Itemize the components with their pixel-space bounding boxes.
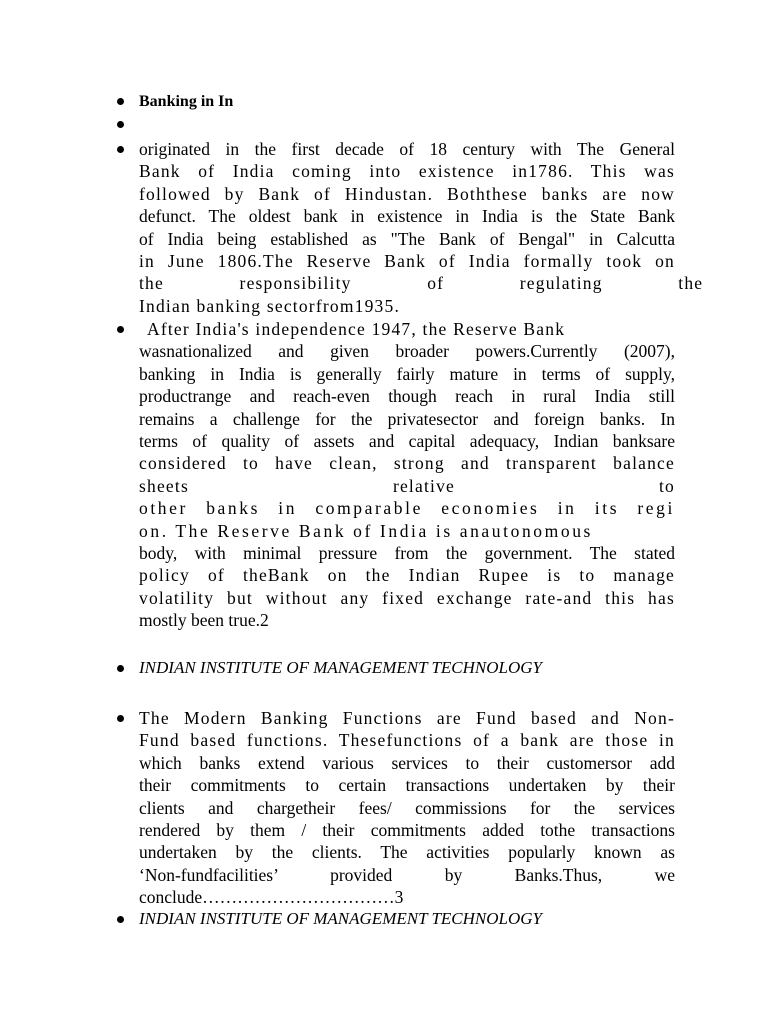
text-line: considered to have clean, strong and transparent balance (139, 453, 675, 474)
text-line: originated in the first decade of 18 century with The General (139, 139, 675, 159)
text-line: in June 1806.The Reserve Bank of India formally took on (139, 250, 675, 271)
bullet-dot-icon (117, 715, 124, 722)
text-line: mostly been true.2 (139, 610, 269, 631)
text-line: After India's independence 1947, the Reserve Bank (147, 319, 566, 339)
bullet-dot-icon (117, 98, 124, 105)
text-line: conclude……………………………3 (139, 887, 404, 908)
text-line: on. The Reserve Bank of India is anautonomous (139, 520, 593, 541)
bullet-dot-icon (117, 916, 124, 923)
bullet-dot-icon (117, 121, 124, 128)
text-line: Indian banking sectorfrom1935. (139, 295, 401, 316)
institute-name: INDIAN INSTITUTE OF MANAGEMENT TECHNOLOGY (139, 658, 543, 677)
text-line: volatility but without any fixed exchange rate-and this has (139, 587, 675, 608)
bullet-dot-icon (117, 326, 124, 333)
text-line: of India being established as "The Bank of Bengal" in Calcutta (139, 228, 675, 249)
text-line: remains a challenge for the privatesector and foreign banks. In (139, 408, 675, 429)
text-line: wasnationalized and given broader powers.Currently (2007), (139, 341, 675, 362)
text-line: Bank of India coming into existence in1786. This was (139, 161, 675, 182)
bullet-dot-icon (117, 146, 124, 153)
text-line: The Modern Banking Functions are Fund based and Non- (139, 708, 675, 728)
text-line: followed by Bank of Hindustan. Boththese banks are now (139, 183, 675, 204)
paragraph-independence (139, 318, 675, 631)
text-line: which banks extend various services to their customersor add (139, 752, 675, 773)
text-line: ‘Non-fundfacilities’ provided by Banks.Thus, we (139, 864, 675, 885)
paragraph-history (139, 138, 704, 317)
heading-text: Banking in In (139, 93, 234, 110)
text-line: banking in India is generally fairly mature in terms of supply, (139, 363, 675, 384)
text-line: the responsibility of regulating the (139, 273, 704, 294)
text-line: defunct. The oldest bank in existence in India is the State Bank (139, 206, 675, 227)
text-line: clients and chargetheir fees/ commissions for the services (139, 797, 675, 818)
text-line: policy of theBank on the Indian Rupee is to manage (139, 565, 675, 586)
paragraph-functions (139, 707, 675, 909)
text-line: sheets relative to (139, 475, 675, 496)
text-line: their commitments to certain transactions undertaken by their (139, 775, 675, 796)
text-line: other banks in comparable economies in its regi (139, 498, 675, 519)
text-line: undertaken by the clients. The activities popularly known as (139, 842, 675, 863)
bullet-dot-icon (117, 665, 124, 672)
text-line: Fund based functions. Thesefunctions of a bank are those in (139, 730, 675, 751)
text-line: rendered by them / their commitments added tothe transactions (139, 819, 675, 840)
text-line: terms of quality of assets and capital adequacy, Indian banksare (139, 430, 675, 451)
institute-name: INDIAN INSTITUTE OF MANAGEMENT TECHNOLOGY (139, 909, 543, 928)
text-line: productrange and reach-even though reach in rural India still (139, 386, 675, 407)
text-line: body, with minimal pressure from the government. The stated (139, 542, 675, 563)
